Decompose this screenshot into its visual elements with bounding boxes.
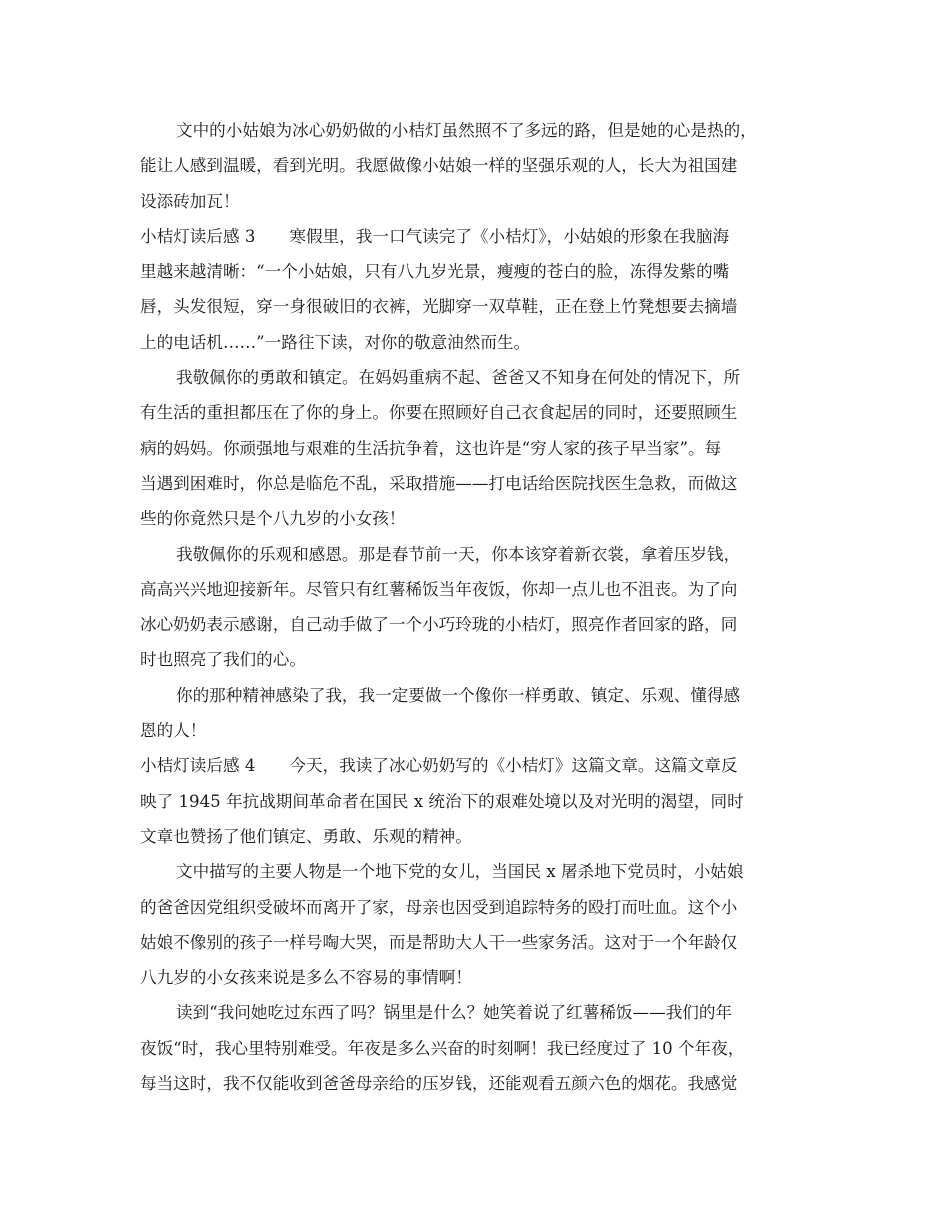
text-line: 当遇到困难时，你总是临危不乱，采取措施——打电话给医院找医生急救，而做这 xyxy=(140,473,738,493)
text-line: 里越来越清晰：“一个小姑娘，只有八九岁光景，瘦瘦的苍白的脸，冻得发紫的嘴 xyxy=(140,262,730,282)
text-line: 上的电话机……”一路往下读，对你的敬意油然而生。 xyxy=(140,332,531,352)
text-line: 文中的小姑娘为冰心奶奶做的小桔灯虽然照不了多远的路，但是她的心是热的， xyxy=(176,121,757,140)
text-line: 唇，头发很短，穿一身很破旧的衣裤，光脚穿一双草鞋，正在登上竹凳想要去摘墙 xyxy=(140,297,738,317)
section-title: 小桔灯读后感 3 xyxy=(140,226,256,246)
section-heading-line xyxy=(140,748,820,783)
document-page xyxy=(140,113,820,1101)
text-line: 的爸爸因党组织受破坏而离开了家，母亲也因受到追踪特务的殴打而吐血。这个小 xyxy=(140,897,738,917)
text-line: 八九岁的小女孩来说是多么不容易的事情啊！ xyxy=(140,968,472,988)
text-line: 映了 1945 年抗战期间革命者在国民 x 统治下的艰难处境以及对光明的渴望，同时 xyxy=(140,791,744,811)
text-line: 冰心奶奶表示感谢，自己动手做了一个小巧玲珑的小桔灯，照亮作者回家的路，同 xyxy=(140,615,738,635)
text-line: 设添砖加瓦！ xyxy=(140,191,240,211)
text-line: 每当这时，我不仅能收到爸爸母亲给的压岁钱，还能观看五颜六色的烟花。我感觉 xyxy=(140,1074,738,1094)
text-line: 读到“我问她吃过东西了吗？锅里是什么？她笑着说了红薯稀饭——我们的年 xyxy=(176,1003,733,1023)
section-heading-line xyxy=(140,219,820,254)
text-line: 你的那种精神感染了我，我一定要做一个像你一样勇敢、镇定、乐观、懂得感 xyxy=(176,685,741,705)
text-line: 恩的人！ xyxy=(140,721,207,741)
text-line: 些的你竟然只是个八九岁的小女孩！ xyxy=(140,509,406,529)
text-run: 今天，我读了冰心奶奶写的《小桔灯》这篇文章。这篇文章反 xyxy=(289,756,738,776)
text-line: 文章也赞扬了他们镇定、勇敢、乐观的精神。 xyxy=(140,826,472,846)
text-line: 时也照亮了我们的心。 xyxy=(140,650,306,670)
section-title: 小桔灯读后感 4 xyxy=(140,756,256,776)
text-line: 有生活的重担都压在了你的身上。你要在照顾好自己衣食起居的同时，还要照顾生 xyxy=(140,403,738,423)
text-line: 病的妈妈。你顽强地与艰难的生活抗争着，这也许是“穷人家的孩子早当家”。每 xyxy=(140,438,722,458)
text-line: 文中描写的主要人物是一个地下党的女儿，当国民 x 屠杀地下党员时，小姑娘 xyxy=(176,862,744,882)
text-line: 我敬佩你的乐观和感恩。那是春节前一天，你本该穿着新衣裳，拿着压岁钱， xyxy=(176,544,741,564)
text-line: 能让人感到温暖，看到光明。我愿做像小姑娘一样的坚强乐观的人，长大为祖国建 xyxy=(140,156,738,176)
text-line: 我敬佩你的勇敢和镇定。在妈妈重病不起、爸爸又不知身在何处的情况下，所 xyxy=(176,368,741,388)
text-line: 夜饭“时，我心里特别难受。年夜是多么兴奋的时刻啊！我已经度过了 10 个年夜， xyxy=(140,1038,745,1058)
text-line: 高高兴兴地迎接新年。尽管只有红薯稀饭当年夜饭，你却一点儿也不沮丧。为了向 xyxy=(140,579,738,599)
text-line: 姑娘不像别的孩子一样号啕大哭，而是帮助大人干一些家务活。这对于一个年龄仅 xyxy=(140,932,738,952)
text-run: 寒假里，我一口气读完了《小桔灯》，小姑娘的形象在我脑海 xyxy=(289,226,730,246)
